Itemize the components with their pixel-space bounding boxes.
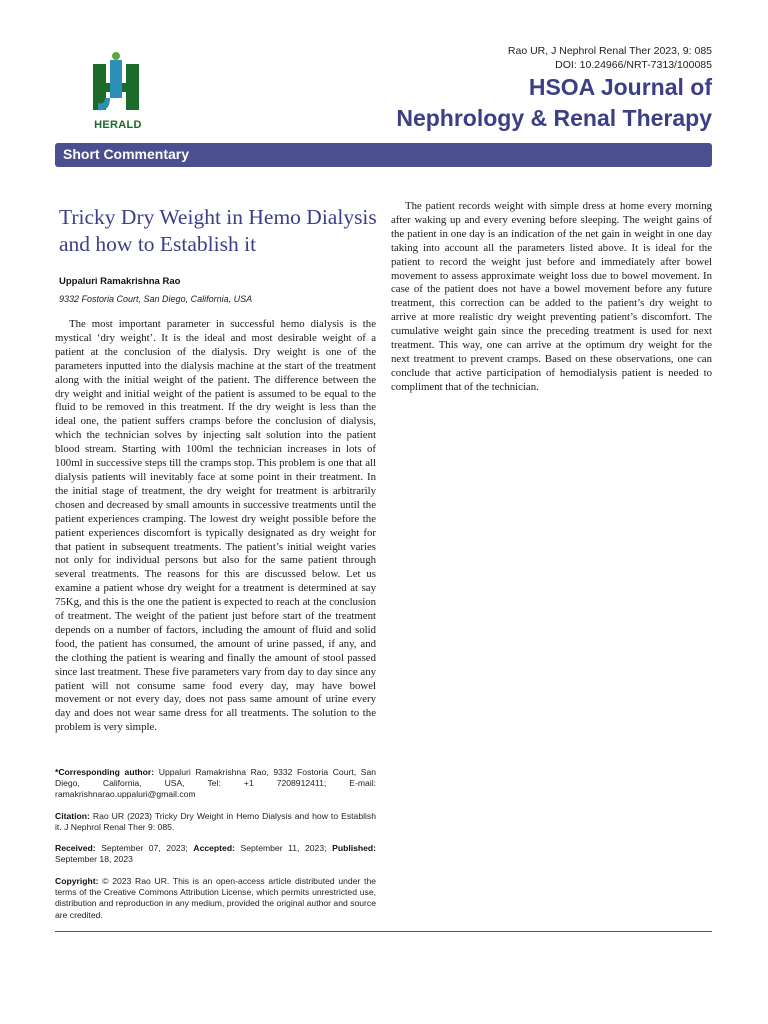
section-banner-label: Short Commentary [63,146,190,162]
article-title: Tricky Dry Weight in Hemo Dialysis and how to Establish it [59,205,377,256]
body-paragraph-right: The patient records weight with simple dress at home every morning after waking up and every evening before sleeping. The weight gains of the patient in one day is an indication of the net gain in weight in one day taking into account all the parameters listed above. It is ideal for the patient to record the weight just before and immediately after bowel movement to assess approximate weight loss due to bowel movement. In case of the patient does not have a bowel movement before any future treatment, this correction can be added to the patient’s dry weight to arrive at more realistic dry weight preventing patient’s discomfort. The cumulative weight gain since the preceding treatment is used for next treatment. This way, one can arrive at the optimum dry weight for the next treatment to prevent cramps. Based on these observations, one can conclude that active participation of hemodialysis patient is needed to compliment that of the technician. [391,200,712,393]
footer-divider [55,931,712,932]
journal-name-line1: HSOA Journal of [528,74,712,100]
author-affiliation: 9332 Fostoria Court, San Diego, California, USA [59,294,253,304]
herald-logo [86,50,150,134]
citation-note [55,811,376,833]
copyright-note [55,876,376,921]
copyright-text: © 2023 Rao UR. This is an open-access article distributed under the terms of the Creative Commons Attribution License, which permits unrestricted use, distribution and reproduction in any medium, provided the original author and source are credited. [55,876,377,920]
logo-wordmark: HERALD [94,119,142,131]
corresponding-author-label: *Corresponding author: [55,767,155,777]
received-date: September 07, 2023; [101,843,188,853]
copyright-label: Copyright: [55,876,99,886]
dates-note [55,843,376,865]
header-doi: DOI: 10.24966/NRT-7313/100085 [555,59,712,71]
header-citation: Rao UR, J Nephrol Renal Ther 2023, 9: 085 [507,45,712,57]
body-paragraph-left: The most important parameter in successful hemo dialysis is the mystical ‘dry weight’. It is the ideal and most desirable weight of a patient at the conclusion of the dialysis. Dry weight is one of the parameters inputted into the dialysis machine at the start of the treatment along with the initial weight of the patient. The difference between the dry weight and initial weight of the patient is assumed to be equal to the fluid to be removed in this treatment. If the dry weight is less than the ideal one, the patient suffers cramps before the conclusion of dialysis, which the technician solves by injecting salt solution into the patient blood stream. Starting with 100ml the technician increases in lots of 100ml in successive steps till the cramps stop. This problem is one that all dialysis patients will inevitably face at some point in their treatment. In the initial stage of treatment, the dry weight for treatment is arbitrarily chosen and decreased by small amounts in successive treatments until the patient experiences cramping. The lowest dry weight possible before the patient experiences discomfort is typically designated as dry weight for that patient in subsequent treatments. The patient’s initial weight varies not only for individual persons but also for the same patient through several treatments. The reasons for this are discussed below. Let us examine a patient whose dry weight for a treatment is determined at say 75Kg, and this is the one the patient is expected to reach at the conclusion of treatment. The weight of the patient just before start of the treatment depends on a number of factors, including the amount of fluid and solid food, the patient has consumed, the amount of urine passed, if any, and the clothing the patient is wearing and finally the amount of stool passed since last treatment. These five parameters vary from day to day since any patient will not consume same food every day, may have bowel movement or not every day, does not pass same amount of urine every day and does not wear same dress for all treatments. The solution to the problem is very simple. [55,318,376,734]
herald-logo-mark [86,50,150,120]
section-banner [55,143,712,167]
received-label: Received: [55,843,96,853]
journal-name-line2: Nephrology & Renal Therapy [396,105,712,131]
journal-name [396,72,712,134]
accepted-label: Accepted: [193,843,235,853]
published-date: September 18, 2023 [55,854,133,865]
accepted-date: September 11, 2023; [240,843,327,853]
citation-text: Rao UR (2023) Tricky Dry Weight in Hemo Dialysis and how to Establish it. J Nephrol Renal Ther 9: 085. [55,811,376,833]
corresponding-author-note [55,767,376,801]
article-author: Uppaluri Ramakrishna Rao [59,276,181,287]
published-label: Published: [332,843,377,853]
citation-label: Citation: [55,811,90,821]
corresponding-author-text: Uppaluri Ramakrishna Rao, 9332 Fostoria Court, San Diego, California, USA, Tel: +1 7208912411; E-mail: ramakrishnarao.uppaluri@gmail.com [55,767,377,800]
